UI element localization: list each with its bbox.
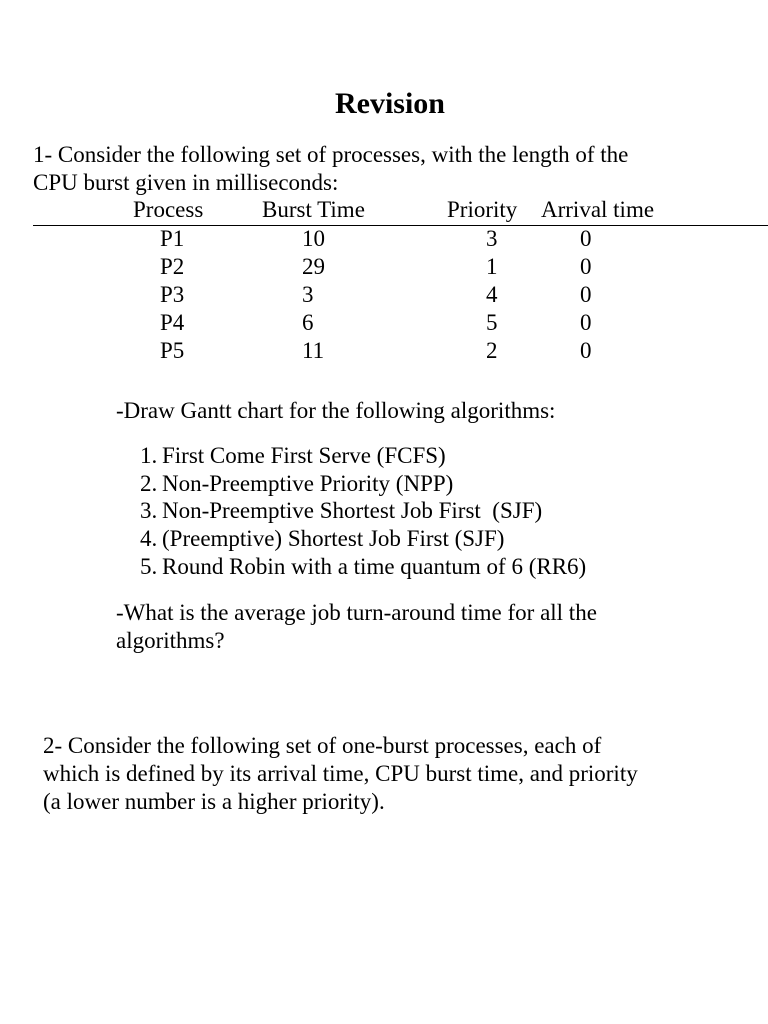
cell-priority: 1 xyxy=(486,254,498,279)
cell-arrival-time: 0 xyxy=(580,282,592,307)
turnaround-question-line2: algorithms? xyxy=(116,628,225,653)
cell-arrival-time: 0 xyxy=(580,226,592,251)
question2-line3: (a lower number is a higher priority). xyxy=(43,789,385,814)
turnaround-question-line1: -What is the average job turn-around time for all the xyxy=(116,600,597,625)
list-text: (Preemptive) Shortest Job First (SJF) xyxy=(162,526,505,551)
list-item xyxy=(140,442,446,470)
cell-arrival-time: 0 xyxy=(580,310,592,335)
cell-burst-time: 29 xyxy=(302,254,325,279)
question2-line1: 2- Consider the following set of one-burst processes, each of xyxy=(43,733,602,758)
list-text: Round Robin with a time quantum of 6 (RR6) xyxy=(162,554,587,579)
gantt-instruction: -Draw Gantt chart for the following algorithms: xyxy=(116,398,556,423)
header-burst-time: Burst Time xyxy=(262,197,365,222)
table-header xyxy=(0,196,768,224)
list-number: 4. xyxy=(140,526,158,551)
list-number: 1. xyxy=(140,443,158,468)
cell-process: P2 xyxy=(160,254,185,279)
list-text: First Come First Serve (FCFS) xyxy=(162,443,446,468)
question2-line2: which is defined by its arrival time, CPU burst time, and priority xyxy=(43,761,638,786)
list-number: 2. xyxy=(140,471,158,496)
list-item xyxy=(140,470,453,498)
table-row xyxy=(0,281,768,309)
cell-priority: 2 xyxy=(486,338,498,363)
cell-priority: 4 xyxy=(486,282,498,307)
cell-process: P4 xyxy=(160,310,185,335)
cell-burst-time: 6 xyxy=(302,310,314,335)
cell-arrival-time: 0 xyxy=(580,254,592,279)
list-item xyxy=(140,525,504,553)
cell-priority: 3 xyxy=(486,226,498,251)
header-priority: Priority xyxy=(447,197,518,222)
list-text: Non-Preemptive Shortest Job First (SJF) xyxy=(162,498,543,523)
cell-priority: 5 xyxy=(486,310,498,335)
table-row xyxy=(0,337,768,365)
table-row xyxy=(0,309,768,337)
table-row xyxy=(0,225,768,253)
list-number: 3. xyxy=(140,498,158,523)
table-row xyxy=(0,253,768,281)
cell-burst-time: 3 xyxy=(302,282,314,307)
cell-burst-time: 11 xyxy=(302,338,325,363)
page-title: Revision xyxy=(334,87,445,120)
list-number: 5. xyxy=(140,554,158,579)
question1-line2: CPU burst given in milliseconds: xyxy=(33,170,339,195)
list-item xyxy=(140,553,586,581)
header-arrival-time: Arrival time xyxy=(541,197,655,222)
question1-line1: 1- Consider the following set of processes, with the length of the xyxy=(33,142,629,167)
list-item xyxy=(140,497,542,525)
header-process: Process xyxy=(133,197,204,222)
cell-process: P1 xyxy=(160,226,185,251)
cell-burst-time: 10 xyxy=(302,226,325,251)
cell-process: P5 xyxy=(160,338,185,363)
list-text: Non-Preemptive Priority (NPP) xyxy=(162,471,454,496)
cell-arrival-time: 0 xyxy=(580,338,592,363)
cell-process: P3 xyxy=(160,282,185,307)
